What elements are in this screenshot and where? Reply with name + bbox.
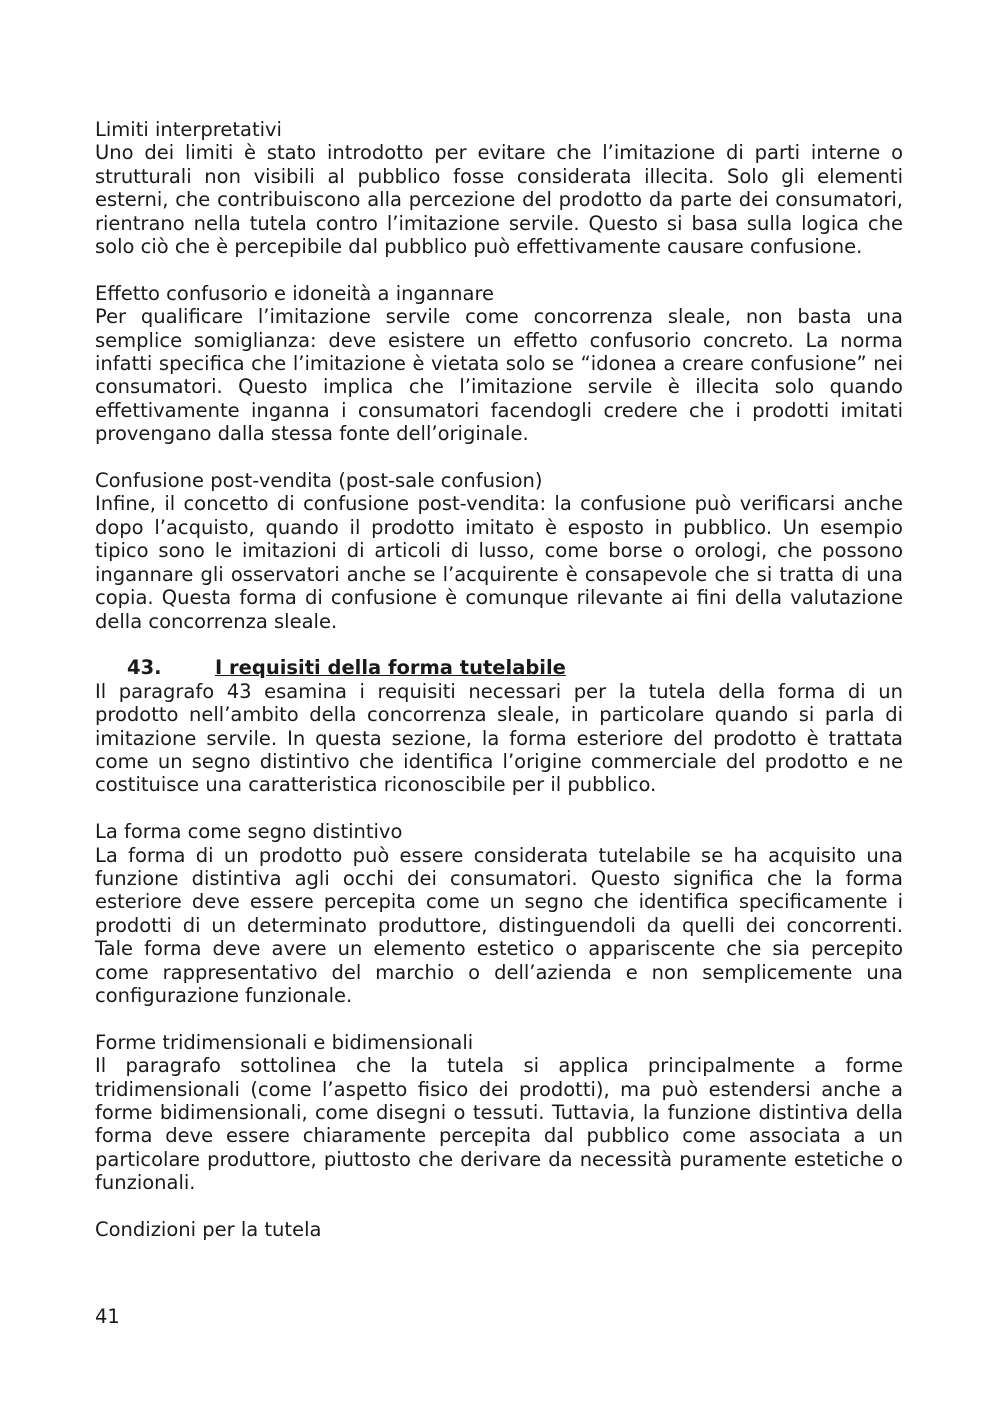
text-block-post-vendita [95,469,903,633]
section-title [95,656,903,679]
section-title-text: I requisiti della forma tutelabile [215,656,566,680]
text-block-limiti [95,118,903,258]
section-number: 43. [127,656,162,680]
final-heading: Condizioni per la tutela [95,1218,322,1241]
block-paragraph: Il paragrafo sottolinea che la tutela si applica principalmente a forme tridimensionali (come l’aspetto fisico dei prodotti), ma può estendersi anche a forme bidimensionali, come disegni o tessuti. Tuttavia, la funzione distintiva della forma deve essere chiaramente percepita dal pubblico come associata a un particolare produttore, piuttosto che derivare da necessità puramente estetiche o funzionali. [95,1054,903,1195]
text-block-effetto-confusorio [95,282,903,446]
block-paragraph: Infine, il concetto di confusione post-vendita: la confusione può verificarsi anche dopo l’acquisto, quando il prodotto imitato è esposto in pubblico. Un esempio tipico sono le imitazioni di articoli di lusso, come borse o orologi, che possono ingannare gli osservatori anche se l’acquirente è consapevole che si tratta di una copia. Questa forma di confusione è comunque rilevante ai fini della valutazione della concorrenza sleale. [95,492,903,633]
block-paragraph: Per qualificare l’imitazione servile come concorrenza sleale, non basta una semplice somiglianza: deve esistere un effetto confusorio concreto. La norma infatti specifica che l’imitazione è vietata solo se “idonea a creare confusione” nei consumatori. Questo implica che l’imitazione servile è illecita solo quando effettivamente inganna i consumatori facendogli credere che i prodotti imitati provengano dalla stessa fonte dell’originale. [95,305,903,446]
block-paragraph: La forma di un prodotto può essere considerata tutelabile se ha acquisito una funzione distintiva agli occhi dei consumatori. Questo significa che la forma esteriore deve essere percepita come un segno che identifica specificamente i prodotti di un determinato produttore, distinguendoli da quelli dei concorrenti. Tale forma deve avere un elemento estetico o appariscente che sia percepito come rappresentativo del marchio o dell’azienda e non semplicemente una configurazione funzionale. [95,843,903,1007]
page-content [95,118,903,1241]
page-number: 41 [95,1305,120,1328]
text-block-segno-distintivo [95,820,903,1007]
block-heading: Effetto confusorio e idoneità a ingannare [95,281,495,305]
block-heading: Confusione post-vendita (post-sale confusion) [95,469,543,493]
block-heading: Limiti interpretativi [95,118,282,141]
section-43 [95,656,903,796]
block-heading: La forma come segno distintivo [95,820,403,844]
block-heading: Forme tridimensionali e bidimensionali [95,1030,474,1054]
text-block-forme [95,1031,903,1195]
section-intro: Il paragrafo 43 esamina i requisiti necessari per la tutela della forma di un prodotto nell’ambito della concorrenza sleale, in particolare quando si parla di imitazione servile. In questa sezione, la forma esteriore del prodotto è trattata come un segno distintivo che identifica l’origine commerciale del prodotto e ne costituisce una caratteristica riconoscibile per il pubblico. [95,679,903,797]
block-paragraph: Uno dei limiti è stato introdotto per evitare che l’imitazione di parti interne o strutturali non visibili al pubblico fosse considerata illecita. Solo gli elementi esterni, che contribuiscono alla percezione del prodotto da parte dei consumatori, rientrano nella tutela contro l’imitazione servile. Questo si basa sulla logica che solo ciò che è percepibile dal pubblico può effettivamente causare confusione. [95,141,903,259]
